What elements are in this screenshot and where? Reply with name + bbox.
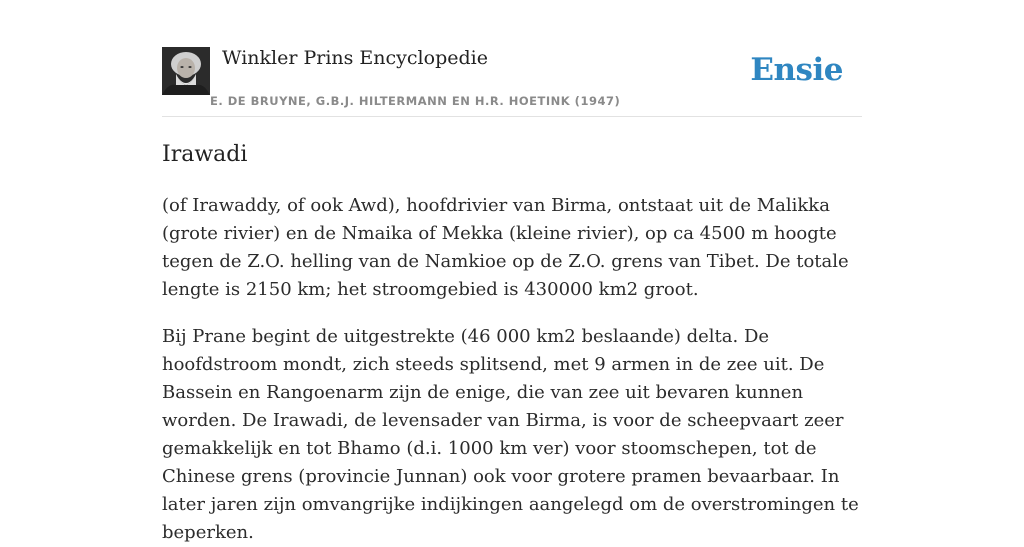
author-avatar[interactable] <box>162 47 210 95</box>
article-paragraph: (of Irawaddy, of ook Awd), hoofdrivier van Birma, ontstaat uit de Malikka (grote rivier) en de Nmaika of Mekka (kleine rivier), op ca 4500 m hoogte tegen de Z.O. helling van de Namkioe op de Z.O. grens van Tibet. De totale lengte is 2150 km; het stroomgebied is 430000 km2 groot. <box>162 195 849 300</box>
ensie-logo-link[interactable]: Ensie <box>750 52 843 88</box>
authors-byline: E. DE BRUYNE, G.B.J. HILTERMANN EN H.R. HOETINK (1947) <box>210 94 621 108</box>
encyclopedia-title[interactable]: Winkler Prins Encyclopedie <box>222 47 488 69</box>
article-headword: Irawadi <box>162 142 248 167</box>
article <box>162 140 862 547</box>
author-portrait-icon <box>162 47 210 95</box>
page-header <box>162 42 862 117</box>
article-paragraph: Bij Prane begint de uitgestrekte (46 000 km2 beslaande) delta. De hoofdstroom mondt, zich steeds splitsend, met 9 armen in de zee uit. De Bassein en Rangoenarm zijn de enige, die van zee uit bevaren kunnen worden. De Irawadi, de levensader van Birma, is voor de scheepvaart zeer gemakkelijk en tot Bhamo (d.i. 1000 km ver) voor stoomschepen, tot de Chinese grens (provincie Junnan) ook voor grotere pramen bevaarbaar. In later jaren zijn omvangrijke indijkingen aangelegd om de overstromingen te beperken. <box>162 326 859 543</box>
